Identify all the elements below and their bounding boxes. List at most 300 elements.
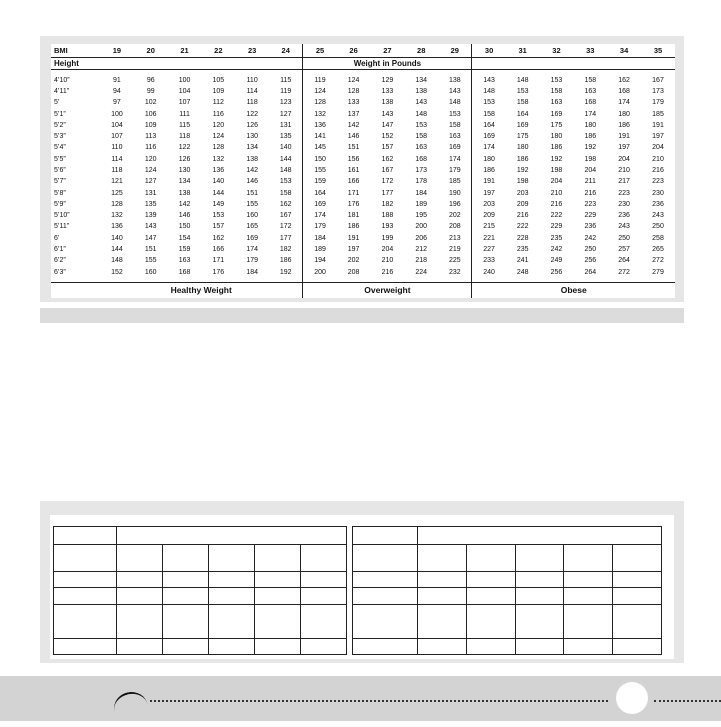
weight-cell: 144 xyxy=(269,154,303,165)
weight-cell: 143 xyxy=(438,86,472,97)
weight-cell: 191 xyxy=(618,133,630,141)
weight-cell: 143 xyxy=(144,223,157,231)
weight-cell: 248 xyxy=(516,268,529,276)
grid-cell[interactable] xyxy=(163,572,209,588)
weight-cell: 136 xyxy=(314,121,326,129)
grid-cell[interactable] xyxy=(564,639,613,655)
weight-cell: 176 xyxy=(212,268,225,276)
weight-cell: 168 xyxy=(584,99,597,107)
grid-cell[interactable] xyxy=(353,527,418,545)
weight-cell: 153 xyxy=(415,121,428,129)
weight-cell: 195 xyxy=(415,212,428,220)
weight-cell: 182 xyxy=(381,200,394,208)
grid-cell[interactable] xyxy=(54,605,117,639)
weight-cell: 213 xyxy=(438,233,472,244)
weight-cell: 97 xyxy=(113,99,121,107)
weight-cell: 128 xyxy=(111,200,123,208)
weight-cell: 114 xyxy=(111,155,123,163)
footer-arc-decoration xyxy=(111,689,151,727)
weight-cell: 142 xyxy=(178,200,191,208)
weight-cell: 189 xyxy=(415,200,428,208)
bmi-value-header: 31 xyxy=(506,44,540,57)
grid-cell[interactable] xyxy=(466,545,515,572)
weight-cell: 202 xyxy=(438,210,472,221)
weight-cell: 222 xyxy=(550,212,563,220)
weight-cell: 115 xyxy=(178,121,191,129)
bmi-value-header: 30 xyxy=(472,44,506,57)
grid-cell[interactable] xyxy=(209,588,255,605)
weight-cell: 204 xyxy=(584,167,597,175)
weight-cell: 167 xyxy=(269,210,303,221)
weight-cell: 124 xyxy=(144,167,157,175)
weight-cell: 135 xyxy=(144,200,157,208)
weight-cell: 110 xyxy=(246,76,258,84)
weight-cell: 162 xyxy=(212,234,225,242)
weight-cell: 272 xyxy=(618,268,630,276)
grid-cell[interactable] xyxy=(117,572,163,588)
weight-cell: 225 xyxy=(438,255,472,266)
grid-cell[interactable] xyxy=(301,639,347,655)
weight-cell: 126 xyxy=(246,121,258,129)
weight-cell: 198 xyxy=(584,155,597,163)
weight-cell: 199 xyxy=(381,234,394,242)
weight-cell: 210 xyxy=(618,167,630,175)
weight-cell: 272 xyxy=(652,257,664,265)
weight-cell: 134 xyxy=(415,76,428,84)
height-cell: 5’ xyxy=(54,99,60,107)
grid-cell[interactable] xyxy=(515,639,564,655)
weight-cell: 114 xyxy=(246,88,258,96)
grid-cell[interactable] xyxy=(117,545,163,572)
weight-cell: 216 xyxy=(652,167,664,175)
weight-cell: 250 xyxy=(652,223,664,231)
weight-cell: 216 xyxy=(584,189,597,197)
grid-cell[interactable] xyxy=(255,572,301,588)
weight-cell: 148 xyxy=(438,97,472,108)
weight-cell: 179 xyxy=(314,223,326,231)
weight-cell: 155 xyxy=(314,167,326,175)
bmi-value-header: 35 xyxy=(641,44,675,57)
weight-cell: 223 xyxy=(652,178,664,186)
grid-cell[interactable] xyxy=(54,527,117,545)
table-row xyxy=(51,210,675,221)
weight-cell: 215 xyxy=(483,223,495,231)
weight-cell: 175 xyxy=(550,121,563,129)
bmi-value-header: 22 xyxy=(201,44,235,57)
grid-cell[interactable] xyxy=(301,572,347,588)
grid-cell[interactable] xyxy=(255,545,301,572)
weight-cell: 184 xyxy=(415,189,428,197)
bmi-value-header: 20 xyxy=(134,44,168,57)
grid-cell[interactable] xyxy=(353,588,418,605)
bmi-value-header: 24 xyxy=(269,44,303,57)
weight-cell: 142 xyxy=(347,121,360,129)
grid-cell[interactable] xyxy=(301,545,347,572)
tracking-table-left xyxy=(53,526,347,655)
weight-cell: 158 xyxy=(483,110,495,118)
grid-cell[interactable] xyxy=(117,639,163,655)
weight-cell: 138 xyxy=(381,99,394,107)
weight-cell: 198 xyxy=(516,178,529,186)
weight-cell: 174 xyxy=(618,99,630,107)
bmi-label: BMI xyxy=(51,44,100,57)
weight-cell: 180 xyxy=(516,144,529,152)
weight-cell: 125 xyxy=(111,189,123,197)
height-cell: 5’1” xyxy=(54,110,66,118)
weight-cell: 105 xyxy=(212,76,225,84)
weight-cell: 107 xyxy=(111,133,123,141)
weight-cell: 196 xyxy=(438,199,472,210)
height-cell: 6’2” xyxy=(54,257,66,265)
weight-cell: 127 xyxy=(269,108,303,119)
weight-cell: 171 xyxy=(212,257,225,265)
weight-cell: 151 xyxy=(347,144,360,152)
weight-cell: 216 xyxy=(381,268,394,276)
weight-cell: 241 xyxy=(516,257,529,265)
weight-cell: 104 xyxy=(111,121,123,129)
height-label: Height xyxy=(51,57,100,70)
weight-cell: 126 xyxy=(178,155,191,163)
weight-cell: 102 xyxy=(144,99,157,107)
weight-cell: 138 xyxy=(178,189,191,197)
weight-cell: 177 xyxy=(269,233,303,244)
weight-cell: 158 xyxy=(415,133,428,141)
grid-cell[interactable] xyxy=(418,605,467,639)
weight-cell: 223 xyxy=(584,200,597,208)
weight-cell: 172 xyxy=(269,221,303,232)
weight-cell: 115 xyxy=(269,75,303,86)
grid-cell[interactable] xyxy=(418,527,662,545)
weight-cell: 184 xyxy=(314,234,326,242)
grid-cell[interactable] xyxy=(117,527,347,545)
weight-cell: 232 xyxy=(438,266,472,277)
grid-cell[interactable] xyxy=(209,639,255,655)
weight-cell: 264 xyxy=(618,257,630,265)
weight-cell: 229 xyxy=(584,212,597,220)
weight-cell: 162 xyxy=(269,199,303,210)
weight-cell: 163 xyxy=(438,131,472,142)
weight-cell: 99 xyxy=(146,88,155,96)
weight-cell: 148 xyxy=(111,257,123,265)
grid-cell[interactable] xyxy=(117,588,163,605)
weight-cell: 235 xyxy=(516,245,529,253)
weight-cell: 143 xyxy=(483,76,495,84)
weight-cell: 169 xyxy=(516,121,529,129)
grid-cell[interactable] xyxy=(353,605,418,639)
weight-cell: 94 xyxy=(113,88,121,96)
weight-cell: 124 xyxy=(347,76,360,84)
grid-cell[interactable] xyxy=(466,605,515,639)
weight-cell: 120 xyxy=(212,121,225,129)
weight-cell: 256 xyxy=(584,257,597,265)
weight-cell: 186 xyxy=(483,167,495,175)
weight-cell: 211 xyxy=(584,178,596,186)
weight-cell: 144 xyxy=(212,189,225,197)
table-row xyxy=(51,244,675,255)
weight-cell: 146 xyxy=(246,178,258,186)
weight-cell: 242 xyxy=(550,245,563,253)
grid-cell[interactable] xyxy=(564,545,613,572)
weight-cell: 216 xyxy=(516,212,529,220)
weight-cell: 160 xyxy=(246,212,258,220)
weight-cell: 186 xyxy=(584,133,597,141)
weight-cell: 163 xyxy=(584,88,597,96)
weight-cell: 169 xyxy=(483,133,495,141)
weight-cell: 186 xyxy=(618,121,630,129)
weight-cell: 180 xyxy=(483,155,495,163)
grid-row xyxy=(353,545,662,572)
weight-cell: 221 xyxy=(483,234,495,242)
bmi-value-header: 25 xyxy=(303,44,337,57)
weight-cell: 162 xyxy=(381,155,394,163)
weight-cell: 186 xyxy=(516,155,529,163)
grid-row xyxy=(54,545,347,572)
weight-cell: 140 xyxy=(269,142,303,153)
weight-cell: 200 xyxy=(314,268,326,276)
weight-cell: 210 xyxy=(550,189,563,197)
grid-cell[interactable] xyxy=(353,639,418,655)
weight-cell: 152 xyxy=(111,268,123,276)
grid-row xyxy=(54,572,347,588)
weight-cell: 163 xyxy=(415,144,428,152)
weight-cell: 173 xyxy=(415,167,428,175)
grid-cell[interactable] xyxy=(613,605,662,639)
grid-cell[interactable] xyxy=(54,572,117,588)
weight-cell: 158 xyxy=(550,88,563,96)
footer-dotted-line xyxy=(150,700,608,702)
weight-cell: 186 xyxy=(269,255,303,266)
grid-cell[interactable] xyxy=(117,605,163,639)
page-footer xyxy=(0,676,721,721)
weight-cell: 166 xyxy=(347,178,360,186)
weight-cell: 153 xyxy=(212,212,225,220)
grid-cell[interactable] xyxy=(209,545,255,572)
grid-cell[interactable] xyxy=(163,545,209,572)
weight-cell: 224 xyxy=(415,268,428,276)
weight-cell: 159 xyxy=(314,178,326,186)
weight-cell: 112 xyxy=(212,99,224,107)
grid-cell[interactable] xyxy=(564,588,613,605)
weight-cell: 100 xyxy=(111,110,123,118)
weight-cell: 104 xyxy=(178,88,191,96)
weight-cell: 184 xyxy=(246,268,258,276)
height-cell: 5’3” xyxy=(54,133,66,141)
weight-cell: 236 xyxy=(584,223,597,231)
grid-cell[interactable] xyxy=(613,639,662,655)
weight-cell: 153 xyxy=(438,108,472,119)
grid-cell[interactable] xyxy=(418,639,467,655)
grid-cell[interactable] xyxy=(255,639,301,655)
weight-cell: 141 xyxy=(314,133,326,141)
footer-dotted-line-right xyxy=(654,700,721,702)
grid-cell[interactable] xyxy=(564,572,613,588)
weight-cell: 155 xyxy=(144,257,157,265)
grid-cell[interactable] xyxy=(418,545,467,572)
height-cell: 5’4” xyxy=(54,144,66,152)
weight-cell: 243 xyxy=(652,212,664,220)
bmi-value-header: 29 xyxy=(438,44,472,57)
grid-cell[interactable] xyxy=(466,639,515,655)
grid-cell[interactable] xyxy=(564,605,613,639)
bmi-value-header: 34 xyxy=(607,44,641,57)
weight-cell: 118 xyxy=(178,133,191,141)
weight-cell: 138 xyxy=(415,88,428,96)
weight-cell: 204 xyxy=(618,155,630,163)
weight-cell: 157 xyxy=(212,223,225,231)
weight-cell: 157 xyxy=(381,144,394,152)
weight-cell: 118 xyxy=(246,99,258,107)
grid-cell[interactable] xyxy=(515,572,564,588)
table-row xyxy=(51,199,675,210)
weight-cell: 156 xyxy=(347,155,360,163)
grid-cell[interactable] xyxy=(466,588,515,605)
weight-cell: 210 xyxy=(652,155,664,163)
weight-cell: 180 xyxy=(584,121,597,129)
height-cell: 5’2” xyxy=(54,121,66,129)
weight-cell: 192 xyxy=(550,155,563,163)
grid-cell[interactable] xyxy=(515,605,564,639)
category-empty xyxy=(51,282,100,298)
weight-cell: 167 xyxy=(381,167,394,175)
weight-cell: 159 xyxy=(178,245,191,253)
bmi-header-row xyxy=(51,44,675,57)
weight-cell: 109 xyxy=(144,121,157,129)
weight-cell: 169 xyxy=(314,200,326,208)
weight-cell: 158 xyxy=(516,99,529,107)
grid-row xyxy=(353,605,662,639)
weight-cell: 174 xyxy=(438,154,472,165)
grid-cell[interactable] xyxy=(54,588,117,605)
weight-cell: 118 xyxy=(111,167,123,175)
weight-cell: 191 xyxy=(483,178,495,186)
weight-cell: 188 xyxy=(381,212,394,220)
grid-cell[interactable] xyxy=(515,588,564,605)
grid-cell[interactable] xyxy=(613,588,662,605)
table-row xyxy=(51,97,675,108)
weight-cell: 111 xyxy=(179,110,190,118)
height-weight-header-row xyxy=(51,57,675,70)
grid-cell[interactable] xyxy=(466,572,515,588)
table-row xyxy=(51,165,675,176)
weight-cell: 119 xyxy=(269,86,303,97)
weight-cell: 176 xyxy=(347,200,360,208)
weight-cell: 186 xyxy=(550,144,563,152)
weight-cell: 264 xyxy=(584,268,597,276)
table-row xyxy=(51,75,675,86)
tracking-table-right xyxy=(352,526,662,655)
height-cell: 5’10” xyxy=(54,212,70,220)
weight-cell: 122 xyxy=(246,110,258,118)
bmi-value-header: 19 xyxy=(100,44,134,57)
weight-cell: 153 xyxy=(483,99,495,107)
bmi-value-header: 23 xyxy=(235,44,269,57)
weight-cell: 206 xyxy=(415,234,428,242)
weight-cell: 233 xyxy=(483,257,495,265)
weight-cell: 113 xyxy=(145,133,157,141)
weight-cell: 127 xyxy=(144,178,157,186)
weight-cell: 192 xyxy=(269,266,303,277)
grid-cell[interactable] xyxy=(163,588,209,605)
weight-cell: 116 xyxy=(212,110,224,118)
weight-cell: 163 xyxy=(550,99,563,107)
weight-cell: 204 xyxy=(652,144,664,152)
grid-row xyxy=(353,588,662,605)
weight-cell: 168 xyxy=(178,268,191,276)
empty-header xyxy=(472,57,675,70)
weight-cell: 148 xyxy=(269,165,303,176)
grid-cell[interactable] xyxy=(353,545,418,572)
category-row xyxy=(51,282,675,298)
grid-cell[interactable] xyxy=(54,545,117,572)
weight-cell: 182 xyxy=(269,244,303,255)
grid-row xyxy=(54,588,347,605)
category-overweight: Overweight xyxy=(303,282,472,298)
weight-cell: 185 xyxy=(438,176,472,187)
grid-cell[interactable] xyxy=(54,639,117,655)
grid-cell[interactable] xyxy=(613,572,662,588)
grid-row xyxy=(353,639,662,655)
grid-cell[interactable] xyxy=(613,545,662,572)
weight-cell: 256 xyxy=(550,268,563,276)
weight-cell: 236 xyxy=(652,200,664,208)
weight-cell: 204 xyxy=(550,178,563,186)
category-obese: Obese xyxy=(472,282,675,298)
weight-cell: 174 xyxy=(314,212,326,220)
weight-cell: 203 xyxy=(516,189,529,197)
grid-cell[interactable] xyxy=(163,639,209,655)
weight-cell: 145 xyxy=(314,144,326,152)
weight-cell: 169 xyxy=(438,142,472,153)
grid-cell[interactable] xyxy=(418,588,467,605)
weight-cell: 191 xyxy=(347,234,360,242)
grid-cell[interactable] xyxy=(301,605,347,639)
grid-cell[interactable] xyxy=(255,605,301,639)
weight-cell: 130 xyxy=(178,167,191,175)
weight-cell: 166 xyxy=(212,245,225,253)
weight-cell: 173 xyxy=(652,88,664,96)
grid-cell[interactable] xyxy=(353,572,418,588)
weight-cell: 202 xyxy=(347,257,360,265)
weight-cell: 120 xyxy=(144,155,157,163)
grid-cell[interactable] xyxy=(209,572,255,588)
weight-cell: 149 xyxy=(212,200,225,208)
weight-cell: 124 xyxy=(314,88,326,96)
weight-cell: 189 xyxy=(314,245,326,253)
weight-cell: 132 xyxy=(212,155,225,163)
weight-cell: 142 xyxy=(246,167,258,175)
grid-cell[interactable] xyxy=(301,588,347,605)
grid-cell[interactable] xyxy=(209,605,255,639)
grid-cell[interactable] xyxy=(163,605,209,639)
height-cell: 4’10” xyxy=(54,76,70,84)
grid-cell[interactable] xyxy=(515,545,564,572)
weight-cell: 150 xyxy=(178,223,191,231)
weight-cell: 185 xyxy=(652,110,664,118)
weight-cell: 134 xyxy=(246,144,258,152)
weight-cell: 209 xyxy=(516,200,529,208)
grid-row xyxy=(353,572,662,588)
weight-cell: 222 xyxy=(516,223,529,231)
grid-cell[interactable] xyxy=(418,572,467,588)
weight-cell: 147 xyxy=(381,121,394,129)
weight-cell: 146 xyxy=(178,212,191,220)
weight-cell: 153 xyxy=(269,176,303,187)
weight-cell: 123 xyxy=(269,97,303,108)
weight-cell: 129 xyxy=(381,76,394,84)
table-row xyxy=(51,233,675,244)
section-bar xyxy=(40,308,684,323)
grid-cell[interactable] xyxy=(255,588,301,605)
